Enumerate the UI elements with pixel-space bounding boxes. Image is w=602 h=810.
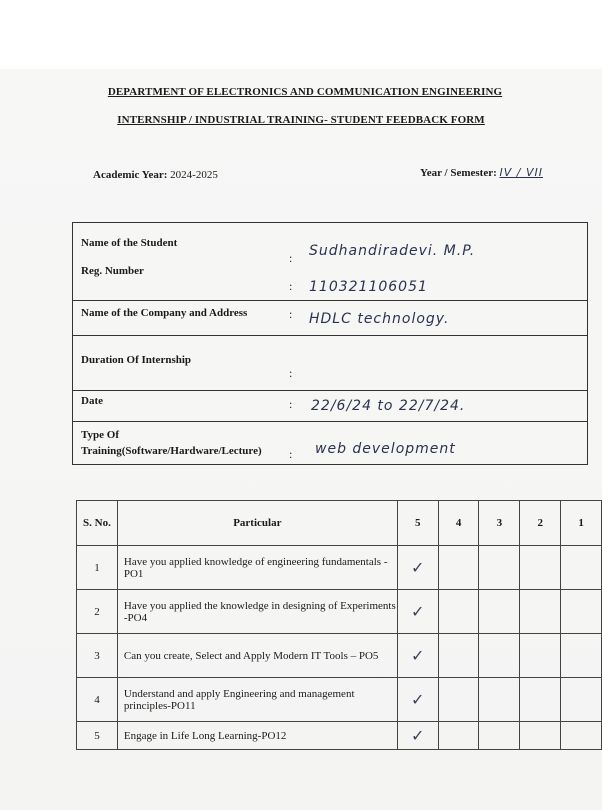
duration-colon: :: [289, 366, 293, 380]
header-rating-2: 2: [520, 501, 561, 546]
student-name-label: Name of the Student: [81, 237, 178, 249]
academic-year-label: Academic Year:: [93, 169, 168, 181]
rating-cell-4: [438, 722, 479, 750]
divider: [73, 421, 587, 422]
training-type-value: web development: [315, 441, 456, 457]
reg-number-value: 110321106051: [309, 279, 428, 295]
rating-cell-5: [397, 634, 438, 678]
divider: [73, 300, 587, 301]
rating-cell-5: [397, 678, 438, 722]
duration-label: Duration Of Internship: [81, 354, 192, 366]
date-value: 22/6/24 to 22/7/24.: [311, 398, 466, 414]
academic-year-value: 2024-2025: [170, 169, 218, 181]
rating-cell-1: [561, 634, 602, 678]
checkmark-icon: ✓: [411, 646, 425, 665]
rating-cell-4: [438, 590, 479, 634]
table-row: [77, 634, 602, 678]
table-row: [77, 590, 602, 634]
row-sno: 3: [77, 634, 118, 678]
feedback-table: [76, 500, 602, 750]
divider: [73, 335, 587, 336]
row-particular: Can you create, Select and Apply Modern IT Tools – PO5: [117, 634, 397, 678]
year-semester: [420, 166, 543, 179]
row-sno: 1: [77, 546, 118, 590]
checkmark-icon: ✓: [411, 602, 425, 621]
rating-cell-2: [520, 678, 561, 722]
rating-cell-2: [520, 590, 561, 634]
row-particular: Engage in Life Long Learning-PO12: [117, 722, 397, 750]
rating-cell-5: [397, 590, 438, 634]
rating-cell-5: [397, 722, 438, 750]
rating-cell-4: [438, 634, 479, 678]
company-colon: :: [289, 307, 293, 321]
rating-cell-5: [397, 546, 438, 590]
rating-cell-4: [438, 546, 479, 590]
row-particular: Have you applied knowledge of engineering fundamentals -PO1: [117, 546, 397, 590]
training-type-label-line2: Training(Software/Hardware/Lecture): [81, 445, 262, 457]
rating-cell-3: [479, 546, 520, 590]
table-row: [77, 546, 602, 590]
year-semester-value: IV / VII: [499, 166, 543, 179]
rating-cell-4: [438, 678, 479, 722]
reg-number-label: Reg. Number: [81, 265, 144, 277]
rating-cell-2: [520, 634, 561, 678]
checkmark-icon: ✓: [411, 690, 425, 709]
student-name-value: Sudhandiradevi. M.P.: [309, 243, 476, 259]
rating-cell-1: [561, 546, 602, 590]
rating-cell-3: [479, 634, 520, 678]
rating-cell-2: [520, 546, 561, 590]
row-particular: Have you applied the knowledge in designing of Experiments -PO4: [117, 590, 397, 634]
header-rating-3: 3: [479, 501, 520, 546]
rating-cell-1: [561, 678, 602, 722]
header-rating-1: 1: [561, 501, 602, 546]
rating-cell-2: [520, 722, 561, 750]
table-row: [77, 678, 602, 722]
rating-cell-3: [479, 722, 520, 750]
student-name-colon: :: [289, 251, 293, 265]
row-sno: 4: [77, 678, 118, 722]
rating-cell-1: [561, 722, 602, 750]
row-particular: Understand and apply Engineering and management principles-PO11: [117, 678, 397, 722]
row-sno: 2: [77, 590, 118, 634]
table-header-row: [77, 501, 602, 546]
reg-number-colon: :: [289, 279, 293, 293]
rating-cell-1: [561, 590, 602, 634]
company-label: Name of the Company and Address: [81, 307, 248, 319]
checkmark-icon: ✓: [411, 726, 425, 745]
form-title: INTERNSHIP / INDUSTRIAL TRAINING- STUDENT FEEDBACK FORM: [117, 114, 485, 126]
header-sno: S. No.: [77, 501, 118, 546]
academic-year: [93, 169, 218, 181]
student-info-box: [72, 222, 588, 465]
header-particular: Particular: [117, 501, 397, 546]
training-type-colon: :: [289, 447, 293, 461]
date-label: Date: [81, 395, 103, 407]
training-type-label-line1: Type Of: [81, 429, 119, 441]
rating-cell-3: [479, 678, 520, 722]
divider: [73, 390, 587, 391]
date-colon: :: [289, 397, 293, 411]
rating-cell-3: [479, 590, 520, 634]
row-sno: 5: [77, 722, 118, 750]
checkmark-icon: ✓: [411, 558, 425, 577]
year-semester-label: Year / Semester:: [420, 167, 497, 179]
header-rating-4: 4: [438, 501, 479, 546]
header-rating-5: 5: [397, 501, 438, 546]
company-value: HDLC technology.: [309, 311, 450, 327]
department-heading: DEPARTMENT OF ELECTRONICS AND COMMUNICATION ENGINEERING: [107, 86, 503, 98]
table-row: [77, 722, 602, 750]
